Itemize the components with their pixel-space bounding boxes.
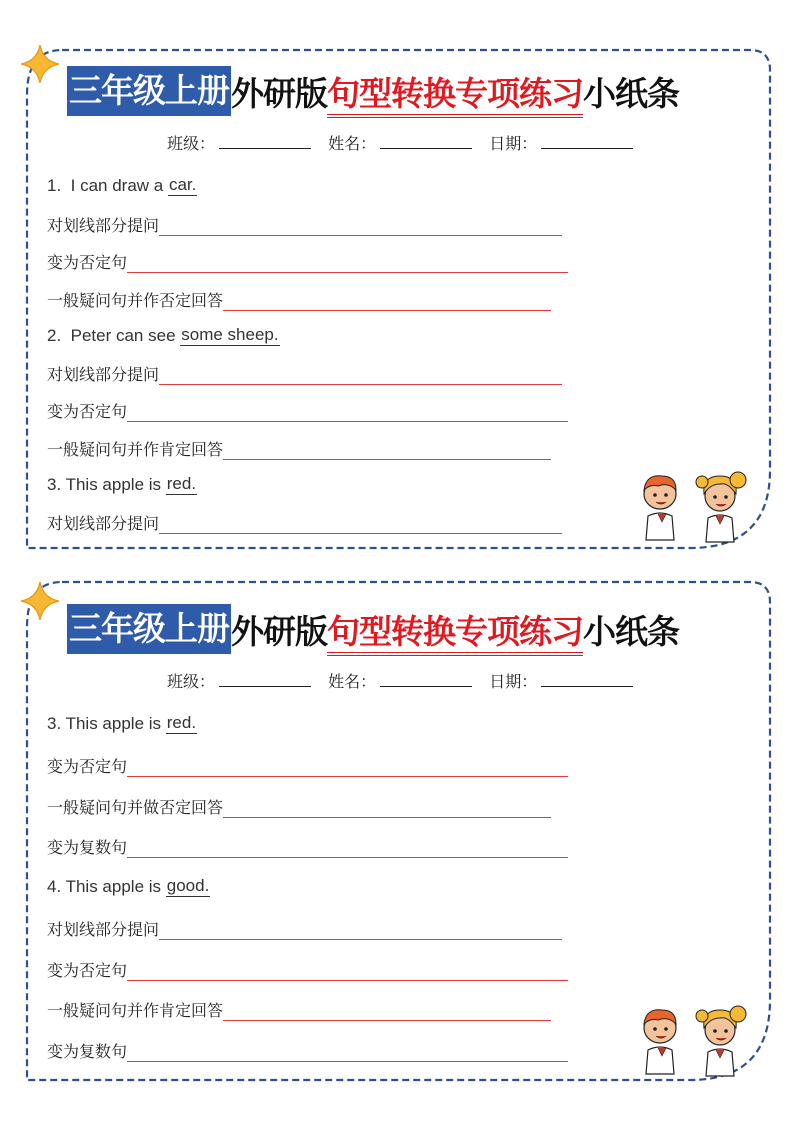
star-icon (19, 43, 61, 85)
answer-row (47, 835, 568, 858)
answer-line[interactable] (223, 1006, 551, 1021)
prompt-label: 对划线部分提问 (47, 365, 160, 384)
name-blank[interactable] (380, 670, 472, 687)
answer-row (47, 511, 562, 534)
name-label: 姓名： (328, 672, 377, 691)
name-blank[interactable] (380, 132, 472, 149)
star-icon (19, 580, 61, 622)
answer-line[interactable] (127, 762, 568, 777)
prompt-label: 对划线部分提问 (47, 920, 160, 939)
date-label: 日期： (489, 672, 538, 691)
prompt-label: 一般疑问句并做否定回答 (47, 798, 224, 817)
title-topic: 句型转换专项练习 (327, 68, 583, 115)
question-1 (47, 175, 197, 196)
title-publisher: 外研版 (231, 611, 327, 651)
answer-row (47, 754, 568, 777)
question-3 (47, 474, 197, 495)
prompt-label: 变为否定句 (47, 402, 128, 421)
title-suffix: 小纸条 (583, 611, 679, 651)
question-4 (47, 876, 210, 897)
title-suffix: 小纸条 (583, 73, 679, 113)
question-3 (47, 713, 197, 734)
worksheet-slip-2 (0, 538, 793, 1099)
question-2-text: 2. Peter can see (47, 326, 181, 345)
class-blank[interactable] (219, 670, 311, 687)
question-3-underlined: red. (166, 713, 197, 732)
answer-line[interactable] (159, 519, 562, 534)
title-grade: 三年级上册 (67, 604, 231, 654)
question-3-text: 3. This apple is (47, 475, 166, 494)
answer-line[interactable] (159, 925, 562, 940)
prompt-label: 变为复数句 (47, 1042, 128, 1061)
question-1-underlined: car. (168, 175, 197, 194)
prompt-label: 变为否定句 (47, 757, 128, 776)
answer-row (47, 399, 568, 422)
question-2-underlined: some sheep. (181, 325, 279, 344)
prompt-label: 一般疑问句并作肯定回答 (47, 1001, 224, 1020)
question-3-text: 3. This apple is (47, 714, 166, 733)
answer-line[interactable] (223, 445, 551, 460)
answer-row (47, 917, 562, 940)
answer-row (47, 250, 568, 273)
worksheet-title (67, 604, 679, 654)
class-blank[interactable] (219, 132, 311, 149)
class-label: 班级： (167, 134, 216, 153)
kids-illustration (636, 1002, 754, 1078)
answer-line[interactable] (223, 296, 551, 311)
class-label: 班级： (167, 672, 216, 691)
answer-row (47, 288, 551, 311)
student-info-row (167, 669, 645, 692)
prompt-label: 对划线部分提问 (47, 514, 160, 533)
question-2 (47, 325, 280, 346)
answer-row (47, 958, 568, 981)
prompt-label: 对划线部分提问 (47, 216, 160, 235)
answer-row (47, 795, 551, 818)
prompt-label: 变为复数句 (47, 838, 128, 857)
answer-line[interactable] (127, 407, 568, 422)
title-topic: 句型转换专项练习 (327, 606, 583, 653)
title-grade: 三年级上册 (67, 66, 231, 116)
question-4-underlined: good. (166, 876, 210, 895)
name-label: 姓名： (328, 134, 377, 153)
answer-row (47, 213, 562, 236)
answer-row (47, 437, 551, 460)
answer-line[interactable] (159, 370, 562, 385)
prompt-label: 变为否定句 (47, 961, 128, 980)
answer-line[interactable] (223, 803, 551, 818)
date-label: 日期： (489, 134, 538, 153)
answer-row (47, 998, 551, 1021)
student-info-row (167, 131, 645, 154)
date-blank[interactable] (541, 670, 633, 687)
question-1-text: 1. I can draw a (47, 176, 168, 195)
kids-illustration (636, 468, 754, 544)
answer-line[interactable] (159, 221, 562, 236)
answer-line[interactable] (127, 843, 568, 858)
question-4-text: 4. This apple is (47, 877, 166, 896)
answer-line[interactable] (127, 258, 568, 273)
prompt-label: 变为否定句 (47, 253, 128, 272)
answer-row (47, 1039, 568, 1062)
date-blank[interactable] (541, 132, 633, 149)
worksheet-title (67, 66, 679, 116)
title-publisher: 外研版 (231, 73, 327, 113)
answer-line[interactable] (127, 1047, 568, 1062)
answer-row (47, 362, 562, 385)
prompt-label: 一般疑问句并作否定回答 (47, 291, 224, 310)
question-3-underlined: red. (166, 474, 197, 493)
answer-line[interactable] (127, 966, 568, 981)
prompt-label: 一般疑问句并作肯定回答 (47, 440, 224, 459)
